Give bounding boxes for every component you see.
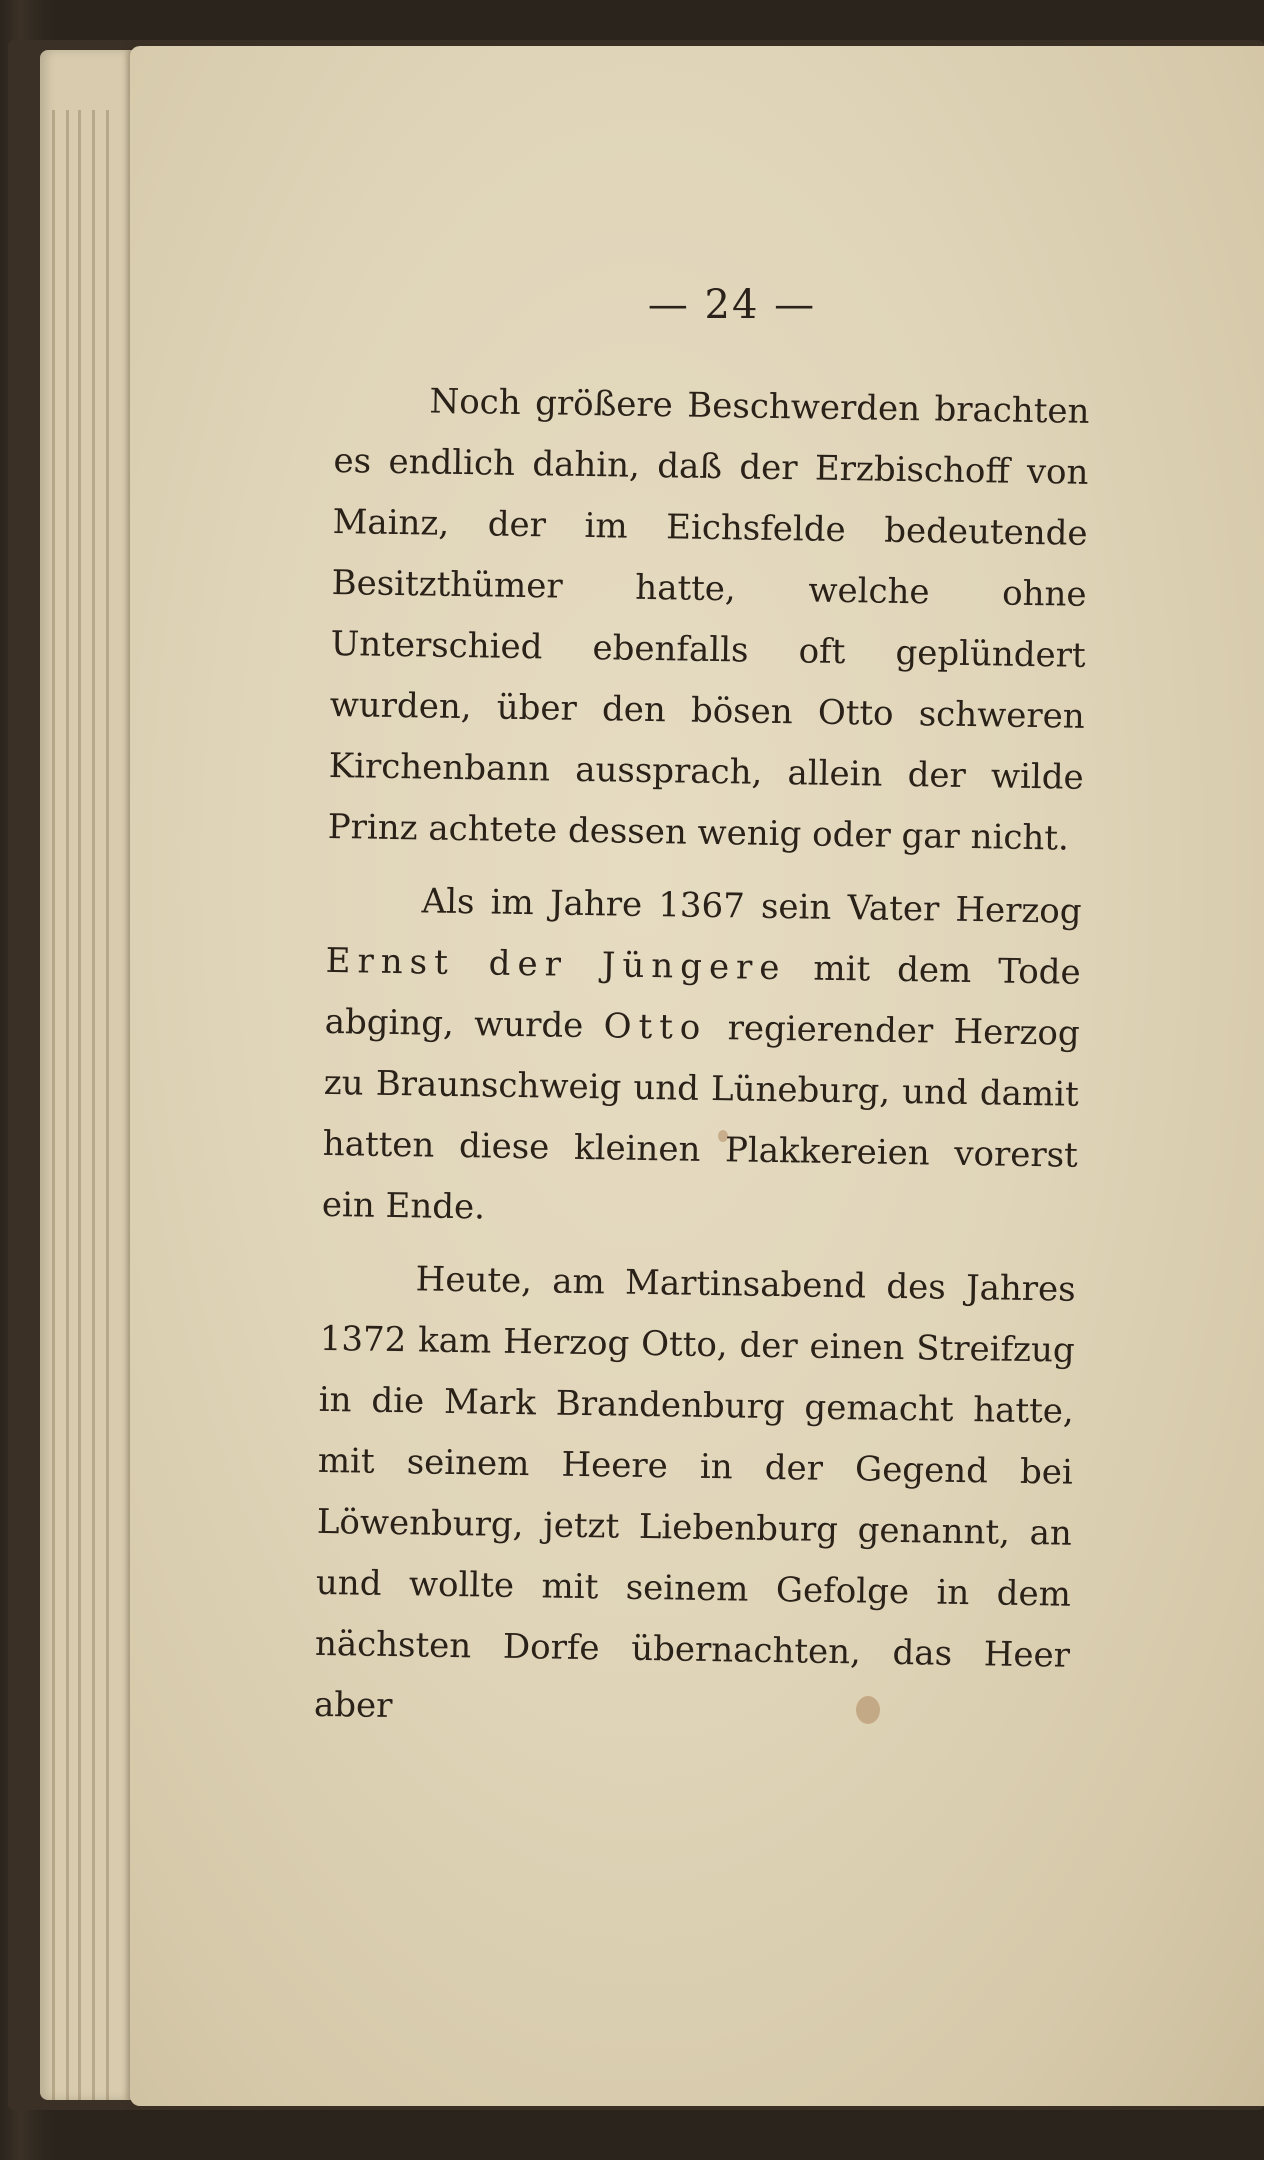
paragraph-1: Noch größere Beschwerden brachten es endlich dahin, daß der Erzbischoff von Mainz, der im Eichsfelde bedeutende Besitzthümer hatte, welche ohne Unterschied ebenfalls oft geplündert wurden, über den bösen Otto schweren Kirchenbann aussprach, allein der wilde Prinz achtete dessen wenig oder gar nicht. — [327, 381, 1090, 859]
paragraph-2-part: Als im Jahre 1367 sein Vater Herzog — [421, 881, 1082, 932]
body-text — [313, 370, 1090, 1760]
spaced-name-otto: Otto — [603, 1006, 708, 1048]
paragraph-3: Heute, am Martinsabend des Jahres 1372 kam Herzog Otto, der einen Streifzug in die Mark Brandenburg gemacht hatte, mit seinem Heere in der Gegend bei Löwenburg, jetzt Liebenburg genannt, an und wollte mit seinem Gefolge in dem nächsten Dorfe übernachten, das Heer aber — [313, 1259, 1076, 1727]
page-number: — 24 — — [647, 282, 817, 328]
spaced-name-ernst: Ernst der Jüngere — [325, 940, 787, 989]
page-edge-line — [78, 110, 81, 2100]
paragraph-2-part: regierender Herzog zu Braunschweig und Lüneburg, und damit hatten diese kleinen Plakkereien vorerst ein Ende. — [321, 1007, 1080, 1228]
paragraph-2 — [321, 870, 1082, 1248]
page-edge-line — [92, 110, 95, 2100]
page-edge-line — [106, 110, 109, 2100]
page-edge-line — [66, 110, 69, 2100]
page-edge-line — [52, 110, 55, 2100]
paragraph-2-part: mit dem Tode abging, wurde — [324, 948, 1081, 1047]
